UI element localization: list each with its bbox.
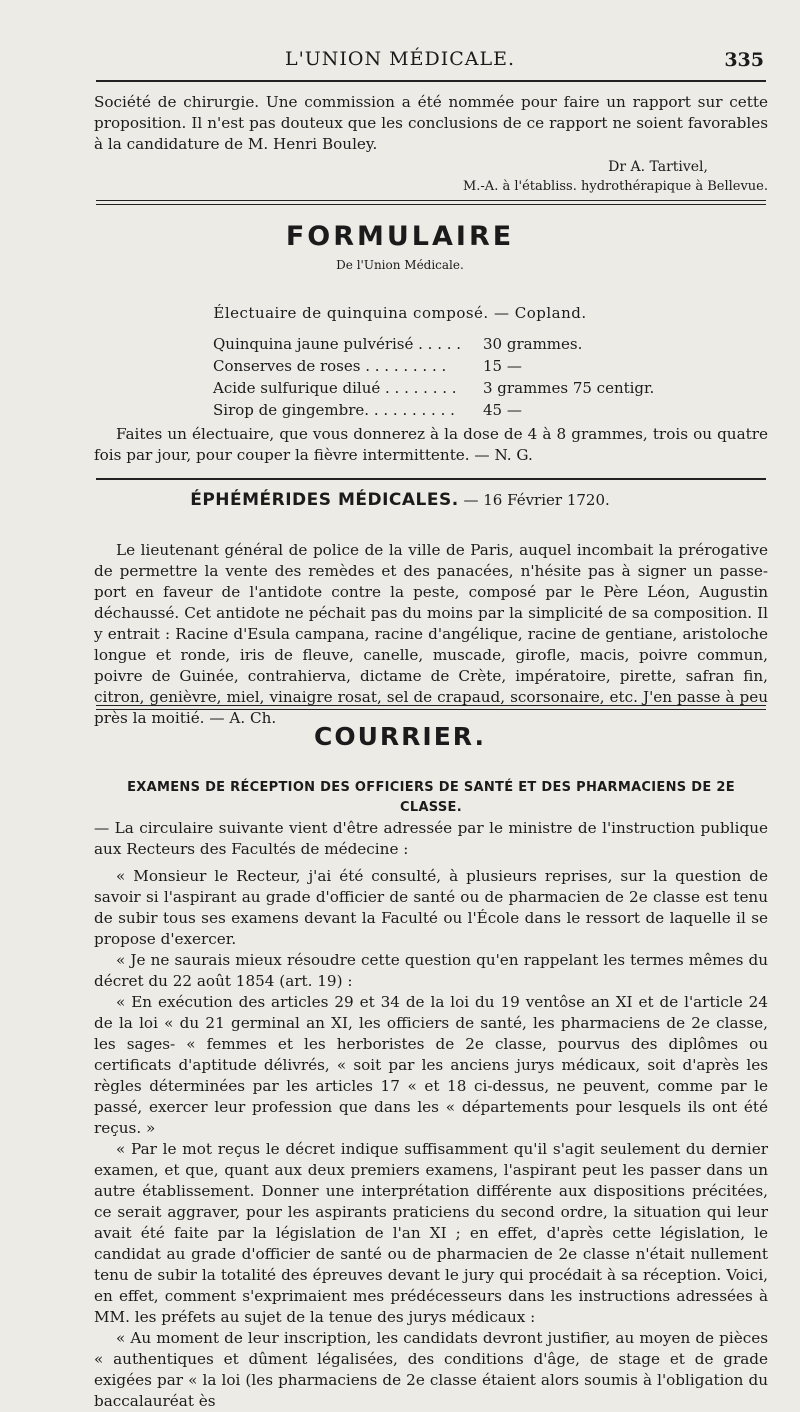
- journal-title: L'UNION MÉDICALE.: [284, 48, 516, 70]
- courrier-section-title: EXAMENS DE RÉCEPTION DES OFFICIERS DE SANTÉ ET DES PHARMACIENS DE 2E CLASSE.: [127, 780, 735, 815]
- courrier-paragraph: « En exécution des articles 29 et 34 de la loi du 19 ventôse an XI et de l'article 24 de la loi « du 21 germinal an XI, les officiers de santé, les pharmaciens de 2e classe, les sages- « femmes et les herboristes de 2e classe, pourvus des diplômes ou certificats d'aptitude délivrés, « soit par les anciens jurys médicaux, soit d'après les règles déterminées par les articles 17 « et 18 ci-dessus, ne peuvent, comme par le passé, exercer leur profession que dans les « départements pour lesquels ils ont été reçus. »: [94, 993, 768, 1137]
- courrier-paragraph: « Monsieur le Recteur, j'ai été consulté, à plusieurs reprises, sur la question de savoir si l'aspirant au grade d'officier de santé ou de pharmacien de 2e classe est tenu de subir tous ses examens devant la Faculté ou l'École dans le ressort de laquelle il se propose d'exercer.: [94, 867, 768, 948]
- section-rule: [96, 204, 766, 205]
- ingredient-name: Acide sulfurique dilué . . . . . . . .: [213, 379, 457, 397]
- formulaire-subheading: De l'Union Médicale.: [336, 258, 464, 272]
- courrier-heading: COURRIER.: [314, 722, 486, 751]
- recipe-instructions-block: [94, 424, 768, 466]
- section-rule: [96, 705, 766, 706]
- intro-block: [94, 92, 768, 197]
- running-header: [0, 46, 800, 76]
- ingredient-name: Sirop de gingembre. . . . . . . . . .: [213, 401, 455, 419]
- formulaire-heading: FORMULAIRE: [285, 221, 515, 252]
- section-rule: [96, 478, 766, 480]
- page-number: 335: [724, 49, 764, 71]
- ingredient-row: [213, 355, 633, 377]
- ingredient-row: [213, 377, 655, 399]
- courrier-block: [94, 778, 768, 1412]
- ingredient-amount: 30 grammes.: [483, 335, 583, 353]
- ephemerides-heading: ÉPHÉMÉRIDES MÉDICALES.: [190, 490, 459, 510]
- section-rule: [96, 200, 766, 201]
- section-rule: [96, 709, 766, 710]
- ephemerides-date: — 16 Février 1720.: [463, 491, 610, 509]
- recipe-instructions: Faites un électuaire, que vous donnerez à la dose de 4 à 8 grammes, trois ou quatre fois par jour, pour couper la fièvre intermittente. — N. G.: [94, 425, 768, 464]
- courrier-paragraph: « Au moment de leur inscription, les candidats devront justifier, au moyen de pièces « authentiques et dûment légalisées, des conditions d'âge, de stage et de grade exigées par « la loi (les pharmaciens de 2e classe étaient alors soumis à l'obligation du baccalauréat ès: [94, 1329, 768, 1410]
- ingredient-name: Conserves de roses . . . . . . . . .: [213, 357, 447, 375]
- recipe-title: Électuaire de quinquina composé. — Copland.: [213, 304, 587, 322]
- header-rule: [96, 80, 766, 82]
- ingredient-amount: 45 —: [483, 401, 522, 419]
- recipe-ingredients: [213, 333, 655, 421]
- ingredient-row: [213, 333, 633, 355]
- ephemerides-paragraph: Le lieutenant général de police de la ville de Paris, auquel incombait la prérogative de permettre la vente des remèdes et des panacées, n'hésite pas à signer un passe-port en faveur de l'antidote contre la peste, composé par le Père Léon, Augustin déchaussé. Cet antidote ne péchait pas du moins par la simplicité de sa composition. Il y entrait : Racine d'Esula campana, racine d'angélique, racine de gentiane, aristoloche longue et ronde, iris de fleuve, canelle, muscade, girofle, macis, poivre commun, poivre de Guinée, contrahierva, dictame de Crète, impératoire, pirette, safran fin, citron, genièvre, miel, vinaigre rosat, sel de crapaud, scorsonaire, etc. J'en passe à peu près la moitié. — A. Ch.: [94, 541, 768, 727]
- ingredient-amount: 15 —: [483, 357, 522, 375]
- intro-paragraph: Société de chirurgie. Une commission a été nommée pour faire un rapport sur cette proposition. Il n'est pas douteux que les conclusions de ce rapport ne soient favorables à la candidature de M. Henri Bouley.: [94, 93, 768, 153]
- ephemerides-block: [94, 540, 768, 729]
- author-affiliation: M.-A. à l'établiss. hydrothérapique à Bellevue.: [462, 179, 768, 194]
- ingredient-name: Quinquina jaune pulvérisé . . . . .: [213, 335, 462, 353]
- ephemerides-header: [0, 490, 800, 510]
- courrier-paragraph: « Je ne saurais mieux résoudre cette question qu'en rappelant les termes mêmes du décret du 22 août 1854 (art. 19) :: [94, 951, 768, 990]
- author-signature: Dr A. Tartivel,: [608, 159, 708, 175]
- ingredient-row: [213, 399, 633, 421]
- ingredient-amount: 3 grammes 75 centigr.: [483, 379, 655, 397]
- courrier-paragraph: — La circulaire suivante vient d'être adressée par le ministre de l'instruction publique aux Recteurs des Facultés de médecine :: [94, 819, 768, 858]
- courrier-paragraph: « Par le mot reçus le décret indique suffisamment qu'il s'agit seulement du dernier examen, et que, quant aux deux premiers examens, l'aspirant peut les passer dans un autre établissement. Donner une interprétation différente aux dispositions précitées, ce serait aggraver, pour les aspirants praticiens du second ordre, la situation qui leur avait été faite par la législation de l'an XI ; en effet, d'après cette législation, le candidat au grade d'officier de santé ou de pharmacien de 2e classe n'était nullement tenu de subir la totalité des épreuves devant le jury qui procédait à sa réception. Voici, en effet, comment s'exprimaient mes prédécesseurs dans les instructions adressées à MM. les préfets au sujet de la tenue des jurys médicaux :: [94, 1140, 768, 1326]
